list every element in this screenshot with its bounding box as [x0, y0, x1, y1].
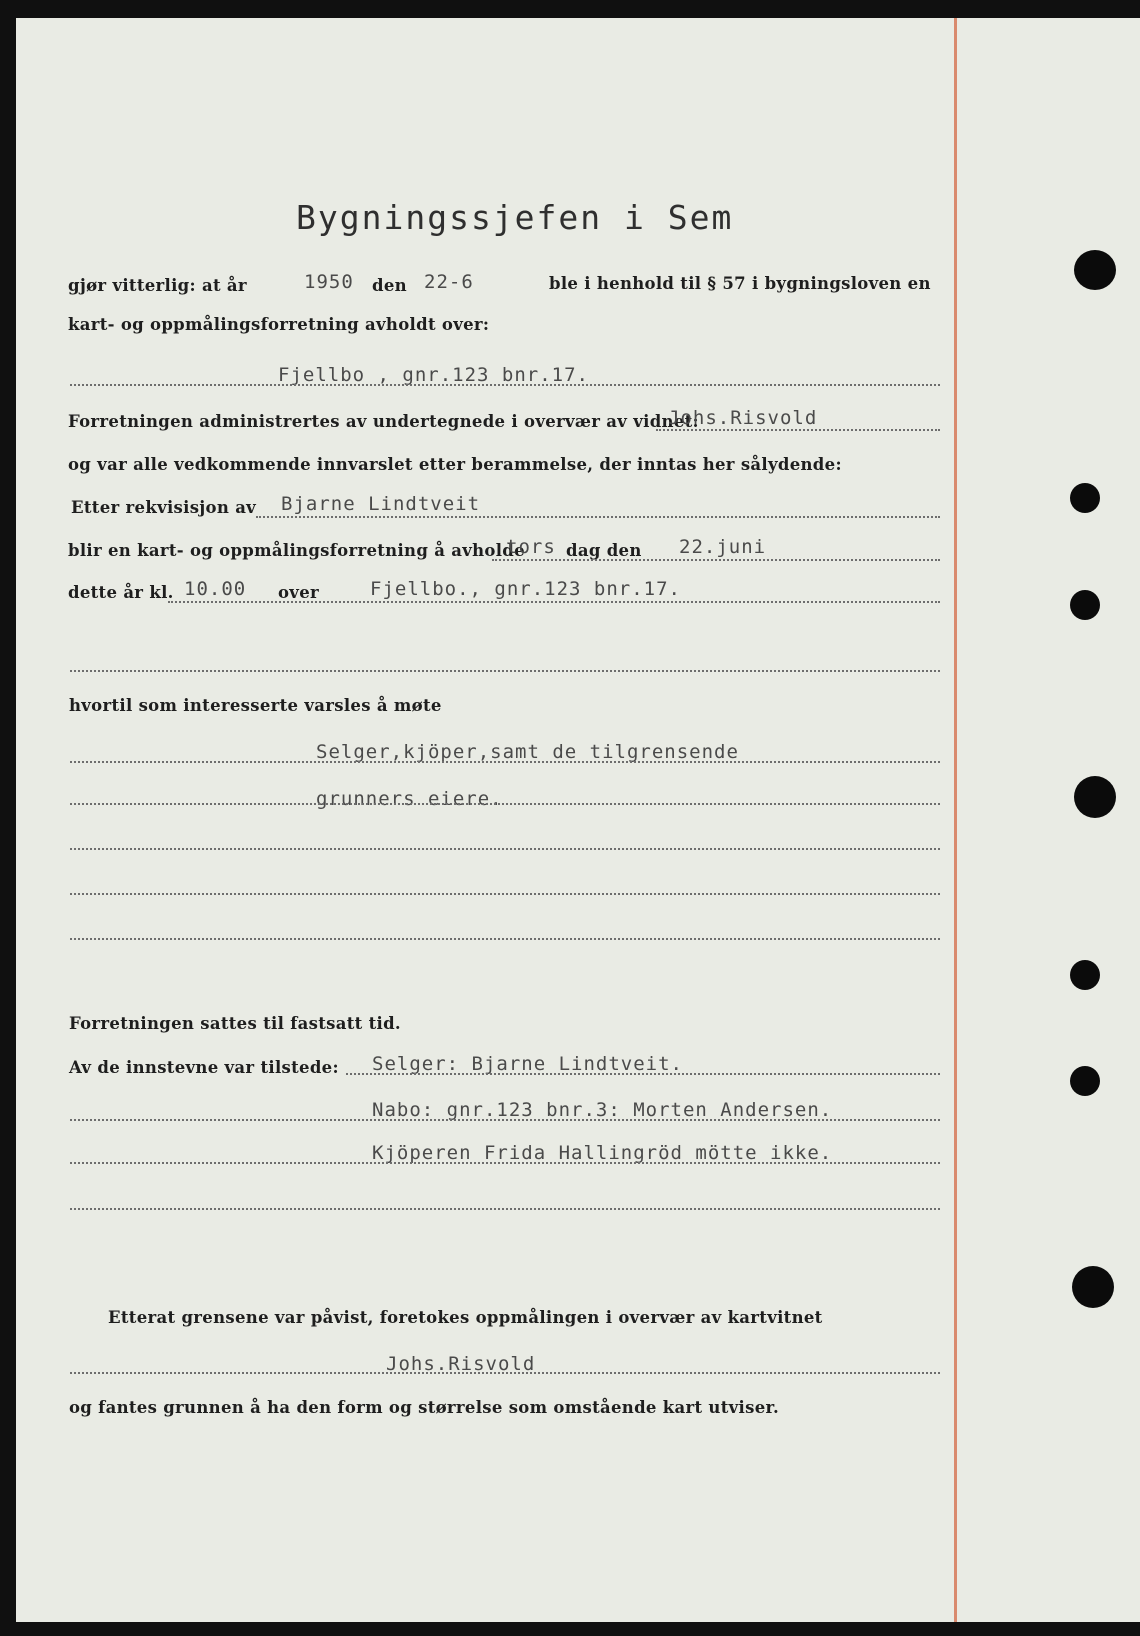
dag-den-label: dag den: [566, 541, 642, 560]
line2-text: kart- og oppmålingsforretning avholdt over:: [68, 315, 490, 334]
margin-line: [954, 18, 957, 1622]
dotted-line: [70, 893, 940, 895]
schedule-date: 22.juni: [679, 536, 767, 558]
dotted-line: [70, 1208, 940, 1210]
surveying-label: Etterat grensene var påvist, foretokes oppmålingen i overvær av kartvitnet: [108, 1308, 823, 1327]
dotted-line: [70, 1119, 940, 1121]
dotted-line: [70, 670, 940, 672]
dotted-line: [70, 848, 940, 850]
present-label: Av de innstevne var tilstede:: [69, 1058, 339, 1077]
dotted-line: [492, 559, 940, 561]
witness-value: Johs.Risvold: [668, 407, 818, 429]
witness-label: Forretningen administrertes av undertegnede i overvær av vidnet:: [68, 412, 699, 431]
property-value: Fjellbo , gnr.123 bnr.17.: [278, 364, 589, 386]
page-title: Bygningssjefen i Sem: [296, 198, 734, 237]
place-value: Fjellbo., gnr.123 bnr.17.: [370, 578, 681, 600]
dotted-line: [70, 803, 940, 805]
den-label: den: [372, 276, 407, 295]
dotted-line: [70, 938, 940, 940]
held-on-time: Forretningen sattes til fastsatt tid.: [69, 1014, 401, 1033]
punch-hole: [1070, 590, 1100, 620]
dotted-line: [256, 516, 940, 518]
dotted-line: [70, 1372, 940, 1374]
line1-suffix: ble i henhold til § 57 i bygningsloven en: [549, 274, 931, 293]
requisition-label: Etter rekvisisjon av: [71, 498, 257, 517]
time-label: dette år kl.: [68, 583, 174, 602]
dotted-line: [70, 384, 940, 386]
invited-label: hvortil som interesserte varsles å møte: [69, 696, 442, 715]
punch-hole: [1072, 1266, 1114, 1308]
notice-line: og var alle vedkommende innvarslet etter berammelse, der inntas her sålydende:: [68, 455, 842, 474]
time-value: 10.00: [184, 578, 247, 600]
punch-hole: [1070, 483, 1100, 513]
present-line2: Nabo: gnr.123 bnr.3: Morten Andersen.: [372, 1099, 833, 1121]
over-label: over: [278, 583, 319, 602]
year-value: 1950: [304, 271, 354, 293]
schedule-label: blir en kart- og oppmålingsforretning å avholde: [68, 541, 525, 560]
dotted-line: [656, 429, 940, 431]
document-page: [16, 18, 1140, 1622]
present-line3: Kjöperen Frida Hallingröd mötte ikke.: [372, 1142, 833, 1164]
closing-text: og fantes grunnen å ha den form og størrelse som omstående kart utviser.: [69, 1398, 780, 1417]
dotted-line: [70, 761, 940, 763]
punch-hole: [1070, 960, 1100, 990]
dotted-line: [168, 601, 940, 603]
dotted-line: [70, 1162, 940, 1164]
invited-line1: Selger,kjöper,samt de tilgrensende: [316, 741, 739, 763]
schedule-weekday: tors: [506, 536, 556, 558]
dotted-line: [346, 1073, 940, 1075]
punch-hole: [1074, 776, 1116, 818]
survey-witness: Johs.Risvold: [386, 1353, 536, 1375]
line1-prefix: gjør vitterlig: at år: [68, 276, 247, 295]
present-line1: Selger: Bjarne Lindtveit.: [372, 1053, 683, 1075]
requisition-value: Bjarne Lindtveit: [281, 493, 481, 515]
date-value: 22-6: [424, 271, 474, 293]
invited-line2: grunners eiere.: [316, 788, 503, 810]
punch-hole: [1070, 1066, 1100, 1096]
punch-hole: [1074, 250, 1116, 290]
